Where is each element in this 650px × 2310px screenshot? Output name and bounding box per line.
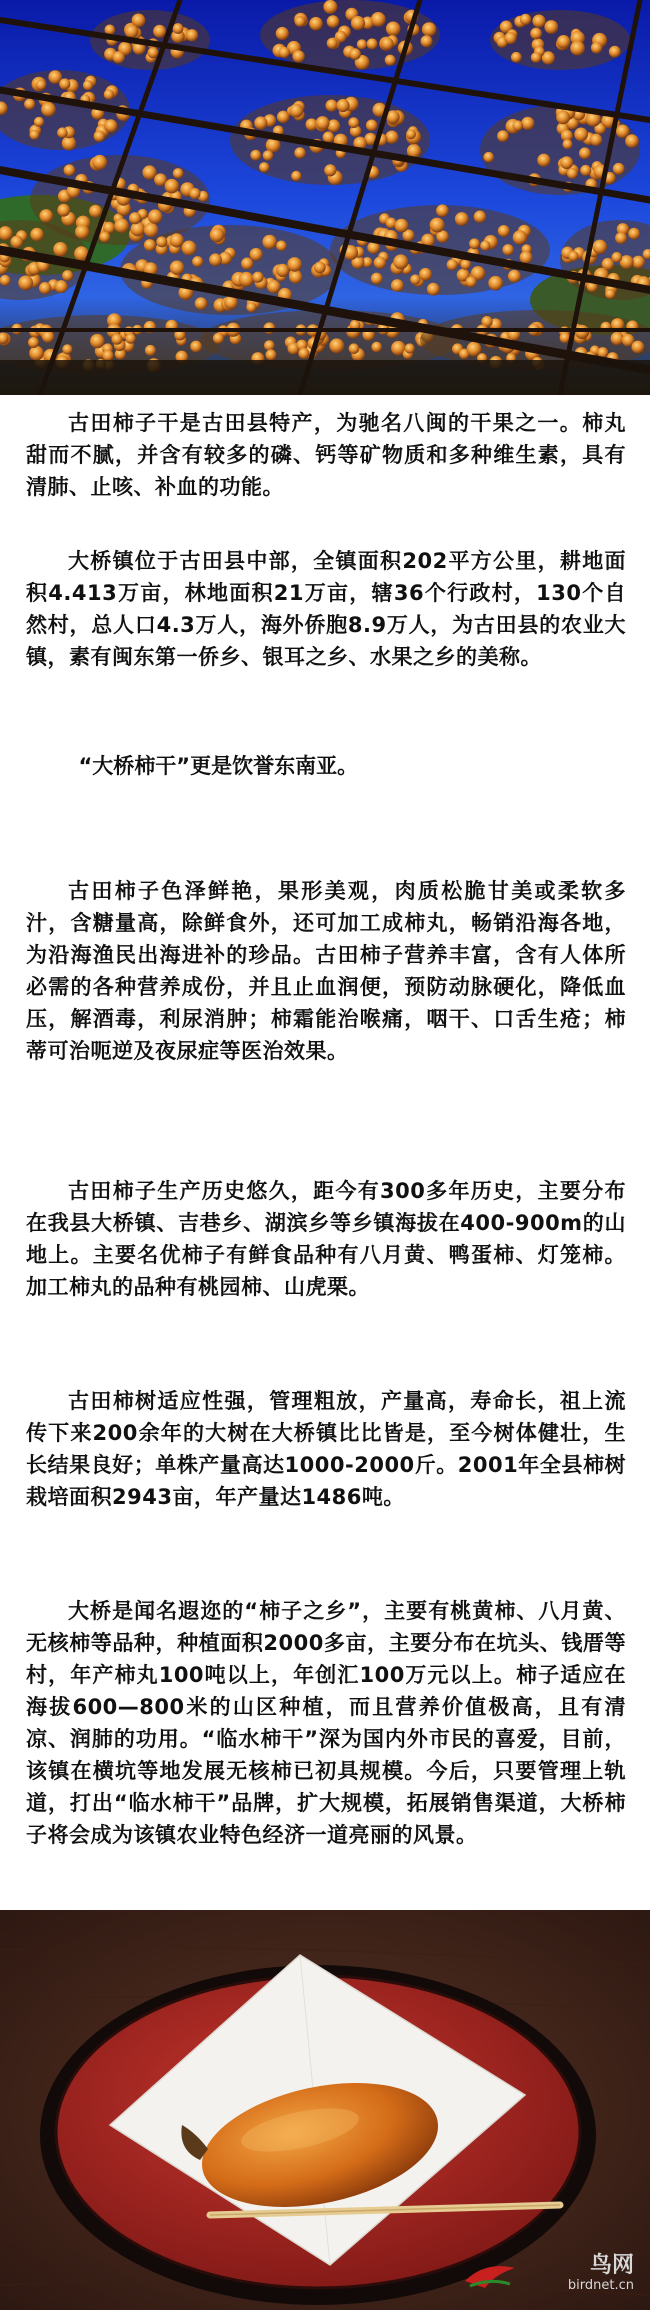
dried-persimmon-plate-photo [0, 1910, 650, 2310]
paragraph-reputation: “大桥柿干”更是饮誉东南亚。 [78, 754, 359, 778]
paragraph-persimmon-town: 大桥是闻名遐迩的“柿子之乡”，主要有桃黄柿、八月黄、无核柿等品种，种植面积2000多亩，主要分布在坑头、钱厝等村，年产柿丸100吨以上，年创汇100万元以上。柿子适应在海拔600—800米的山区种植，而且营养价值极高，且有清凉、润肺的功用。“临水柿干”深为国内外市民的喜爱，目前，该镇在横坑等地发展无核柿已初具规模。今后，只要管理上轨道，打出“临水柿干”品牌，扩大规模，拓展销售渠道，大桥柿子将会成为该镇农业特色经济一道亮丽的风景。 [26, 1599, 626, 1847]
drying-persimmons-photo [0, 0, 650, 395]
drying-racks-illustration [0, 0, 650, 395]
paragraph-trees: 古田柿树适应性强，管理粗放，产量高，寿命长，祖上流传下来200余年的大树在大桥镇比比皆是，至今树体健壮，生长结果良好；单株产量高达1000-2000斤。2001年全县柿树栽培面积2943亩，年产量达1486吨。 [26, 1389, 626, 1509]
watermark-logo-text: 鸟网 [589, 2253, 634, 2278]
paragraph-intro: 古田柿子干是古田县特产，为驰名八闽的干果之一。柿丸甜而不腻，并含有较多的磷、钙等矿物质和多种维生素，具有清肺、止咳、补血的功能。 [26, 411, 626, 499]
paragraph-daqiao-town: 大桥镇位于古田县中部，全镇面积202平方公里，耕地面积4.413万亩，林地面积21万亩，辖36个行政村，130个自然村，总人口4.3万人，海外侨胞8.9万人，为古田县的农业大镇，素有闽东第一侨乡、银耳之乡、水果之乡的美称。 [26, 549, 626, 669]
watermark-url: birdnet.cn [567, 2278, 634, 2293]
bird-logo-icon [460, 2256, 520, 2296]
birdnet-watermark [490, 2244, 640, 2304]
paragraph-history: 古田柿子生产历史悠久，距今有300多年历史，主要分布在我县大桥镇、吉巷乡、湖滨乡等乡镇海拔在400-900m的山地上。主要名优柿子有鲜食品种有八月黄、鸭蛋柿、灯笼柿。加工柿丸的品种有桃园柿、山虎栗。 [26, 1179, 626, 1299]
paragraph-quality: 古田柿子色泽鲜艳，果形美观，肉质松脆甘美或柔软多汁，含糖量高，除鲜食外，还可加工成柿丸，畅销沿海各地，为沿海渔民出海进补的珍品。古田柿子营养丰富，含有人体所必需的各种营养成份，并且止血润便，预防动脉硬化，降低血压，解酒毒，利尿消肿；柿霜能治喉痛，咽干、口舌生疮；柿蒂可治呃逆及夜尿症等医治效果。 [26, 879, 626, 1063]
